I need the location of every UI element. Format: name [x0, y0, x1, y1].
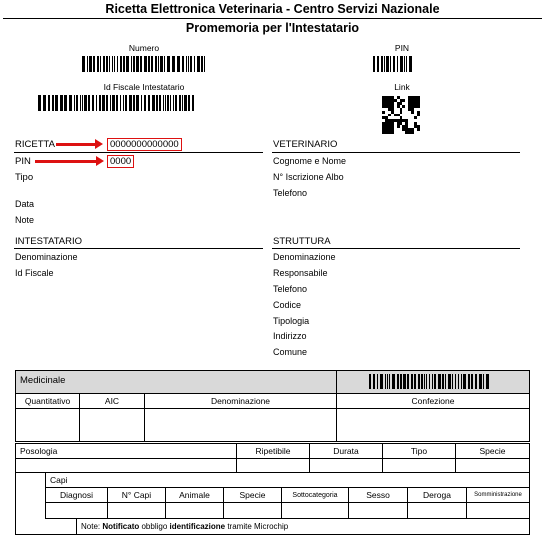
ripetibile-label: Ripetibile	[255, 446, 291, 456]
document-subtitle: Promemoria per l'Intestatario	[185, 21, 360, 35]
specie-header	[455, 443, 530, 459]
capi-specie-value	[223, 502, 282, 519]
struttura-heading: STRUTTURA	[273, 236, 331, 247]
struttura-tipologia-field: Tipologia	[273, 316, 310, 326]
posologia-label: Posologia	[20, 446, 58, 456]
note-prefix: Note:	[81, 522, 101, 531]
medicinale-heading: Medicinale	[20, 375, 66, 386]
sesso-header	[348, 487, 408, 503]
pin-value: 0000	[107, 155, 134, 168]
cognome-nome-field: Cognome e Nome	[273, 156, 347, 166]
sesso-label: Sesso	[366, 490, 390, 500]
medicinale-table	[15, 370, 530, 535]
quantitativo-header	[15, 393, 80, 409]
diagnosi-value	[45, 502, 108, 519]
intestatario-denominazione-field: Denominazione	[15, 252, 78, 262]
aic-header	[79, 393, 145, 409]
somministrazione-value	[466, 502, 530, 519]
deroga-label: Deroga	[423, 490, 451, 500]
intestatario-heading: INTESTATARIO	[15, 236, 83, 247]
pin-arrow	[35, 160, 97, 163]
deroga-value	[407, 502, 467, 519]
note-identificazione: identificazione	[169, 522, 226, 531]
struttura-rule	[272, 248, 520, 249]
animale-header	[165, 487, 224, 503]
capi-specie-header	[223, 487, 282, 503]
microchip-note	[76, 518, 530, 535]
struttura-codice-field: Codice	[273, 300, 302, 310]
tipo-value	[382, 458, 456, 473]
somministrazione-label: Somministrazione	[474, 492, 522, 498]
capi-specie-label: Specie	[239, 490, 266, 500]
specie-value	[455, 458, 530, 473]
struttura-telefono-field: Telefono	[273, 284, 308, 294]
id-fiscale-label: Id Fiscale Intestatario	[103, 82, 185, 92]
medicinale-barcode-cell	[336, 370, 530, 394]
diagnosi-header	[45, 487, 108, 503]
qr-code	[382, 96, 420, 134]
struttura-responsabile-field: Responsabile	[273, 268, 328, 278]
sottocategoria-header	[281, 487, 349, 503]
durata-header	[309, 443, 383, 459]
capi-header	[45, 472, 530, 488]
ricetta-arrow	[56, 143, 96, 146]
animale-label: Animale	[179, 490, 210, 500]
confezione-label: Confezione	[411, 396, 455, 406]
numero-label: Numero	[128, 43, 160, 53]
specie-label: Specie	[479, 446, 506, 456]
animale-value	[165, 502, 224, 519]
link-label: Link	[394, 82, 410, 92]
ricetta-heading: RICETTA	[15, 139, 55, 150]
aic-value	[79, 408, 145, 442]
pin-code-label: PIN	[394, 43, 410, 53]
capi-frame-left	[15, 472, 16, 535]
note-field: Note	[15, 215, 35, 225]
id-fiscale-barcode	[38, 95, 194, 111]
sesso-value	[348, 502, 408, 519]
struttura-denominazione-field: Denominazione	[273, 252, 336, 262]
n-capi-value	[107, 502, 166, 519]
note-suffix: tramite Microchip	[227, 522, 289, 531]
iscrizione-albo-field: N° Iscrizione Albo	[273, 172, 344, 182]
somministrazione-header	[466, 487, 530, 503]
denominazione-value	[144, 408, 337, 442]
durata-label: Durata	[333, 446, 359, 456]
document-title: Ricetta Elettronica Veterinaria - Centro Servizi Nazionale	[105, 2, 440, 16]
deroga-header	[407, 487, 467, 503]
quantitativo-value	[15, 408, 80, 442]
capi-frame-bottom	[15, 534, 76, 535]
intestatario-id-fiscale-field: Id Fiscale	[15, 268, 54, 278]
capi-label: Capi	[50, 475, 68, 485]
sottocategoria-value	[281, 502, 349, 519]
veterinario-rule	[272, 152, 520, 153]
note-notificato: Notificato	[102, 522, 140, 531]
ripetibile-value	[236, 458, 310, 473]
sottocategoria-label: Sottocategoria	[292, 491, 338, 499]
durata-value	[309, 458, 383, 473]
diagnosi-label: Diagnosi	[59, 490, 94, 500]
posologia-value	[15, 458, 237, 473]
confezione-header	[336, 393, 530, 409]
intestatario-rule	[14, 248, 263, 249]
ricetta-number: 0000000000000	[107, 138, 182, 151]
data-field: Data	[15, 199, 35, 209]
posologia-header	[15, 443, 237, 459]
veterinario-heading: VETERINARIO	[273, 139, 338, 150]
note-obbligo: obbligo	[141, 522, 168, 531]
tipo-header	[382, 443, 456, 459]
quantitativo-label: Quantitativo	[24, 396, 71, 406]
n-capi-label: N° Capi	[121, 490, 152, 500]
struttura-indirizzo-field: Indirizzo	[273, 331, 307, 341]
struttura-comune-field: Comune	[273, 347, 308, 357]
medicinale-barcode	[369, 374, 493, 389]
tipo-label: Tipo	[410, 446, 428, 456]
tipo-field: Tipo	[15, 172, 34, 183]
pin-barcode	[373, 56, 415, 72]
denominazione-header	[144, 393, 337, 409]
ricetta-rule	[14, 152, 263, 153]
denominazione-label: Denominazione	[210, 396, 271, 406]
ripetibile-header	[236, 443, 310, 459]
numero-barcode	[82, 56, 206, 72]
aic-label: AIC	[104, 396, 120, 406]
confezione-value	[336, 408, 530, 442]
pin-label: PIN	[15, 156, 31, 167]
medicinale-header	[15, 370, 337, 394]
title-rule	[3, 18, 542, 19]
vet-telefono-field: Telefono	[273, 188, 308, 198]
n-capi-header	[107, 487, 166, 503]
